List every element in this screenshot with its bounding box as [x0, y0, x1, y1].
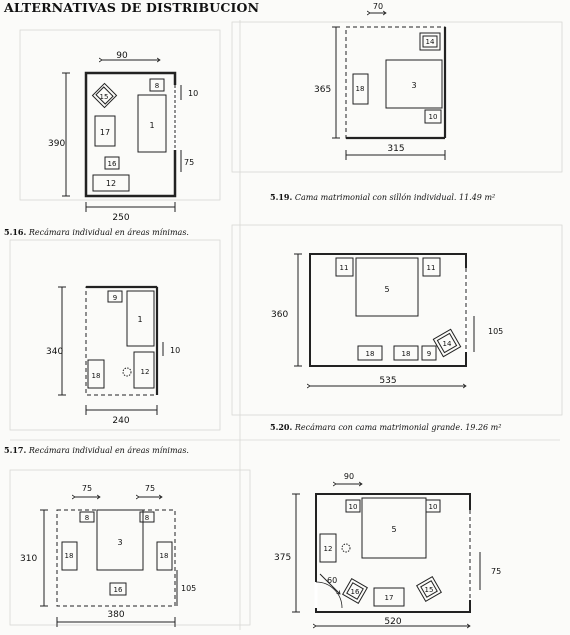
n12-label: 12: [323, 545, 333, 553]
dim-left: 375: [274, 553, 292, 563]
n9-label: 9: [426, 350, 432, 358]
bed-label: 5: [384, 285, 390, 294]
caption-5-17: 5.17. Recámara individual en áreas mínimas.: [4, 445, 189, 455]
n17-label: 17: [384, 594, 394, 602]
dim-top: 70: [372, 2, 384, 11]
background-guides: [10, 20, 562, 630]
shelf-label: 12: [105, 179, 117, 188]
plan-5-19-labels: [314, 2, 437, 154]
bed-label: 3: [117, 538, 123, 547]
plan-5-20b: [292, 484, 480, 626]
dim-top-a: 75: [81, 484, 93, 493]
bed-label: 1: [137, 315, 143, 324]
dim-left: 360: [271, 310, 289, 320]
plan-5-19: [332, 13, 445, 160]
n10b-label: 10: [428, 503, 438, 511]
dim-bottom: 250: [112, 213, 130, 223]
n16-label: 16: [113, 586, 123, 594]
caption-5-20: 5.20. Recámara con cama matrimonial grande. 19.26 m²: [270, 422, 502, 432]
bed-label: 1: [149, 121, 155, 130]
n12-label: 12: [140, 368, 150, 376]
bed-label: 5: [391, 525, 397, 534]
caption-5-16: 5.16. Recámara individual en áreas mínimas.: [4, 227, 189, 237]
n11b-label: 11: [426, 264, 436, 272]
caption-5-19: 5.19. Cama matrimonial con sillón individual. 11.49 m²: [270, 192, 496, 202]
n14-label: 14: [442, 340, 452, 348]
desk-label: 17: [99, 128, 111, 137]
dim-right: 105: [181, 584, 197, 593]
n18b-label: 18: [401, 350, 411, 358]
dim-right-a: 10: [188, 89, 199, 98]
n18-label: 18: [91, 372, 101, 380]
n10a-label: 10: [348, 503, 358, 511]
dim-left: 310: [20, 554, 38, 564]
stool-label: 16: [107, 160, 117, 168]
dim-bottom: 520: [384, 617, 402, 627]
n9-label: 9: [112, 294, 118, 302]
plan-5-20b-labels: [274, 472, 501, 627]
dim-bottom: 380: [107, 610, 125, 620]
plan-5-16: [62, 60, 181, 212]
n15-label: 15: [424, 586, 434, 594]
dim-top: 90: [343, 472, 355, 481]
plan-5-17-labels: [46, 294, 180, 426]
n8-label: 8: [154, 82, 160, 90]
chair-label: 15: [99, 93, 109, 101]
plan-5-20a-labels: [271, 264, 503, 386]
dim-top-b: 75: [144, 484, 156, 493]
page-title: ALTERNATIVAS DE DISTRIBUCION: [4, 0, 260, 15]
plan-5-18: [40, 497, 177, 627]
door-dim: 60: [327, 576, 338, 585]
dim-bottom: 315: [387, 144, 405, 154]
plan-5-20a: [294, 254, 474, 386]
dim-top: 90: [116, 51, 128, 61]
dim-right: 105: [488, 327, 504, 336]
dim-bottom: 535: [379, 376, 397, 386]
dim-right: 10: [170, 346, 181, 355]
n8a-label: 8: [84, 514, 90, 522]
dim-right-b: 75: [184, 158, 195, 167]
dim-bottom: 240: [112, 416, 130, 426]
plan-5-18-labels: [20, 484, 196, 620]
n10-label: 10: [428, 113, 438, 121]
dim-left: 340: [46, 347, 64, 357]
dim-left: 390: [48, 139, 66, 149]
stool: [342, 544, 350, 552]
n16-label: 16: [350, 588, 360, 596]
dim-left: 365: [314, 85, 332, 95]
n18a-label: 18: [365, 350, 375, 358]
dim-right: 75: [491, 567, 502, 576]
plan-5-17: [58, 287, 163, 415]
n18a-label: 18: [64, 552, 74, 560]
n8b-label: 8: [144, 514, 150, 522]
n18-label: 18: [355, 85, 365, 93]
n18b-label: 18: [159, 552, 169, 560]
n14-label: 14: [425, 38, 435, 46]
stool: [123, 368, 131, 376]
n11a-label: 11: [339, 264, 349, 272]
bed-label: 3: [411, 81, 417, 90]
